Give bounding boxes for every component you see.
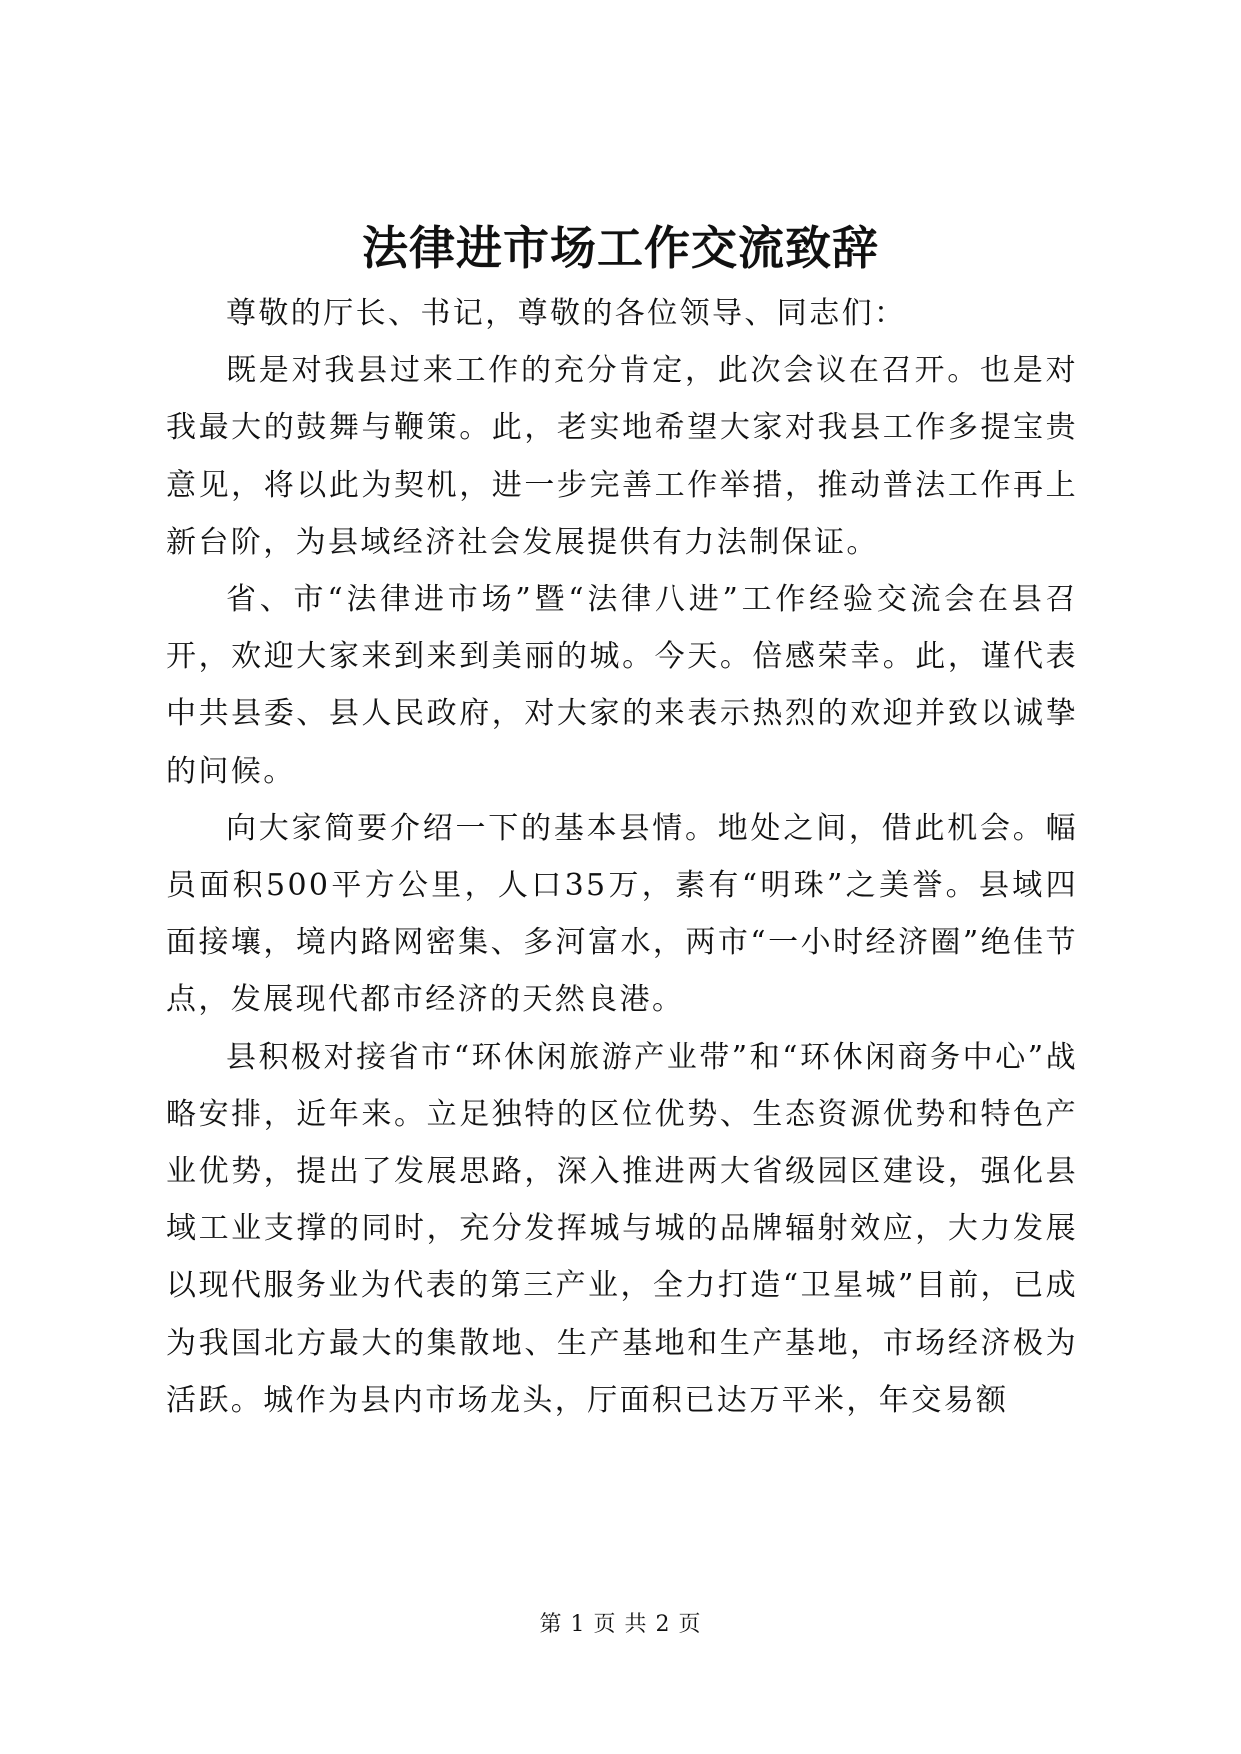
paragraph: 省、市“法律进市场”暨“法律八进”工作经验交流会在县召开，欢迎大家来到来到美丽的城。今天。倍感荣幸。此，谨代表中共县委、县人民政府，对大家的来表示热烈的欢迎并致以诚挚的问候。: [166, 582, 1078, 789]
paragraph: 向大家简要介绍一下的基本县情。地处之间，借此机会。幅员面积500平方公里，人口35万，素有“明珠”之美誉。县域四面接壤，境内路网密集、多河富水，两市“一小时经济圈”绝佳节点，发展现代都市经济的天然良港。: [166, 810, 1078, 1018]
page-number-footer: 第 1 页 共 2 页: [539, 1612, 702, 1637]
paragraph: 既是对我县过来工作的充分肯定，此次会议在召开。也是对我最大的鼓舞与鞭策。此，老实地希望大家对我县工作多提宝贵意见，将以此为契机，进一步完善工作举措，推动普法工作再上新台阶，为县域经济社会发展提供有力法制保证。: [166, 353, 1078, 560]
paragraph-salutation: 尊敬的厅长、书记，尊敬的各位领导、同志们：: [226, 296, 907, 331]
document-title: 法律进市场工作交流致辞: [362, 221, 879, 275]
paragraph: 县积极对接省市“环休闲旅游产业带”和“环休闲商务中心”战略安排，近年来。立足独特的区位优势、生态资源优势和特色产业优势，提出了发展思路，深入推进两大省级园区建设，强化县域工业支撑的同时，充分发挥城与城的品牌辐射效应，大力发展以现代服务业为代表的第三产业，全力打造“卫星城”目前，已成为我国北方最大的集散地、生产基地和生产基地，市场经济极为活跃。城作为县内市场龙头，厅面积已达万平米，年交易额: [166, 1039, 1078, 1418]
document-body: [166, 285, 1078, 1429]
